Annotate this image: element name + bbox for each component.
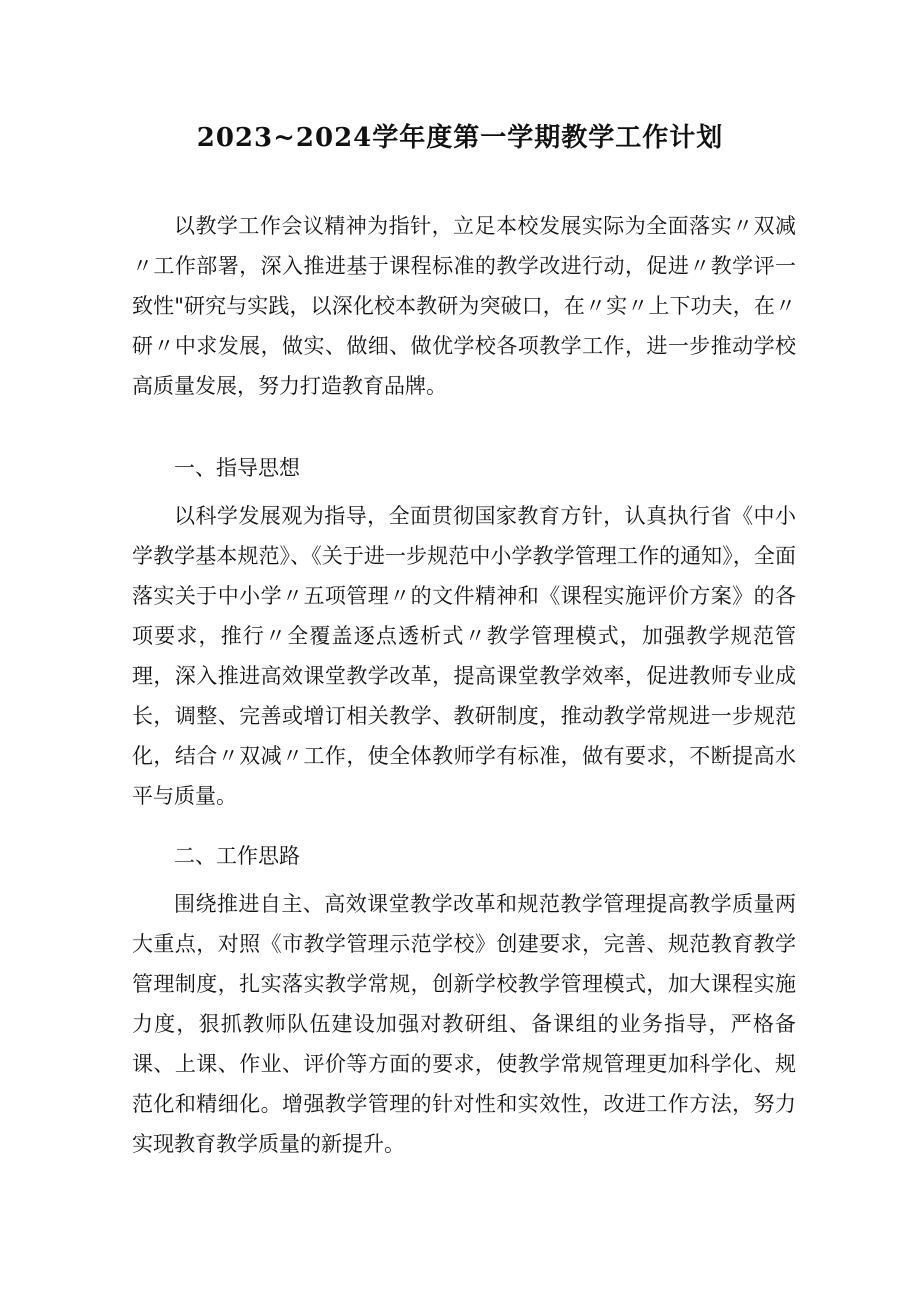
document-title: 2023~2024学年度第一学期教学工作计划 [196, 123, 724, 153]
guiding-ideology-paragraph: 以科学发展观为指导，全面贯彻国家教育方针，认真执行省《中小学教学基本规范》、《关于进一步规范中小学教学管理工作的通知》，全面落实关于中小学〃五项管理〃的文件精神和《课程实施评价方案》的各项要求，推行〃全覆盖逐点透析式〃教学管理模式，加强教学规范管理，深入推进高效课堂教学改革，提高课堂教学效率，促进教师专业成长，调整、完善或增订相关教学、教研制度，推动教学常规进一步规范化，结合〃双减〃工作，使全体教师学有标准，做有要求，不断提高水平与质量。 [132, 504, 796, 808]
intro-paragraph: 以教学工作会议精神为指针，立足本校发展实际为全面落实〃双减〃工作部署，深入推进基于课程标准的教学改进行动，促进〃教学评一致性"研究与实践，以深化校本教研为突破口，在〃实〃上下功夫，在〃研〃中求发展，做实、做细、做优学校各项教学工作，进一步推动学校高质量发展，努力打造教育品牌。 [132, 214, 796, 398]
work-approach-paragraph: 围绕推进自主、高效课堂教学改革和规范教学管理提高教学质量两大重点，对照《市教学管理示范学校》创建要求，完善、规范教育教学管理制度，扎实落实教学常规，创新学校教学管理模式，加大课程实施力度，狠抓教师队伍建设加强对教研组、备课组的业务指导，严格备课、上课、作业、评价等方面的要求，使教学常规管理更加科学化、规范化和精细化。增强教学管理的针对性和实效性，改进工作方法，努力实现教育教学质量的新提升。 [132, 892, 796, 1156]
section-heading-work-approach: 二、工作思路 [174, 844, 300, 868]
section-heading-guiding-ideology: 一、指导思想 [174, 456, 300, 480]
